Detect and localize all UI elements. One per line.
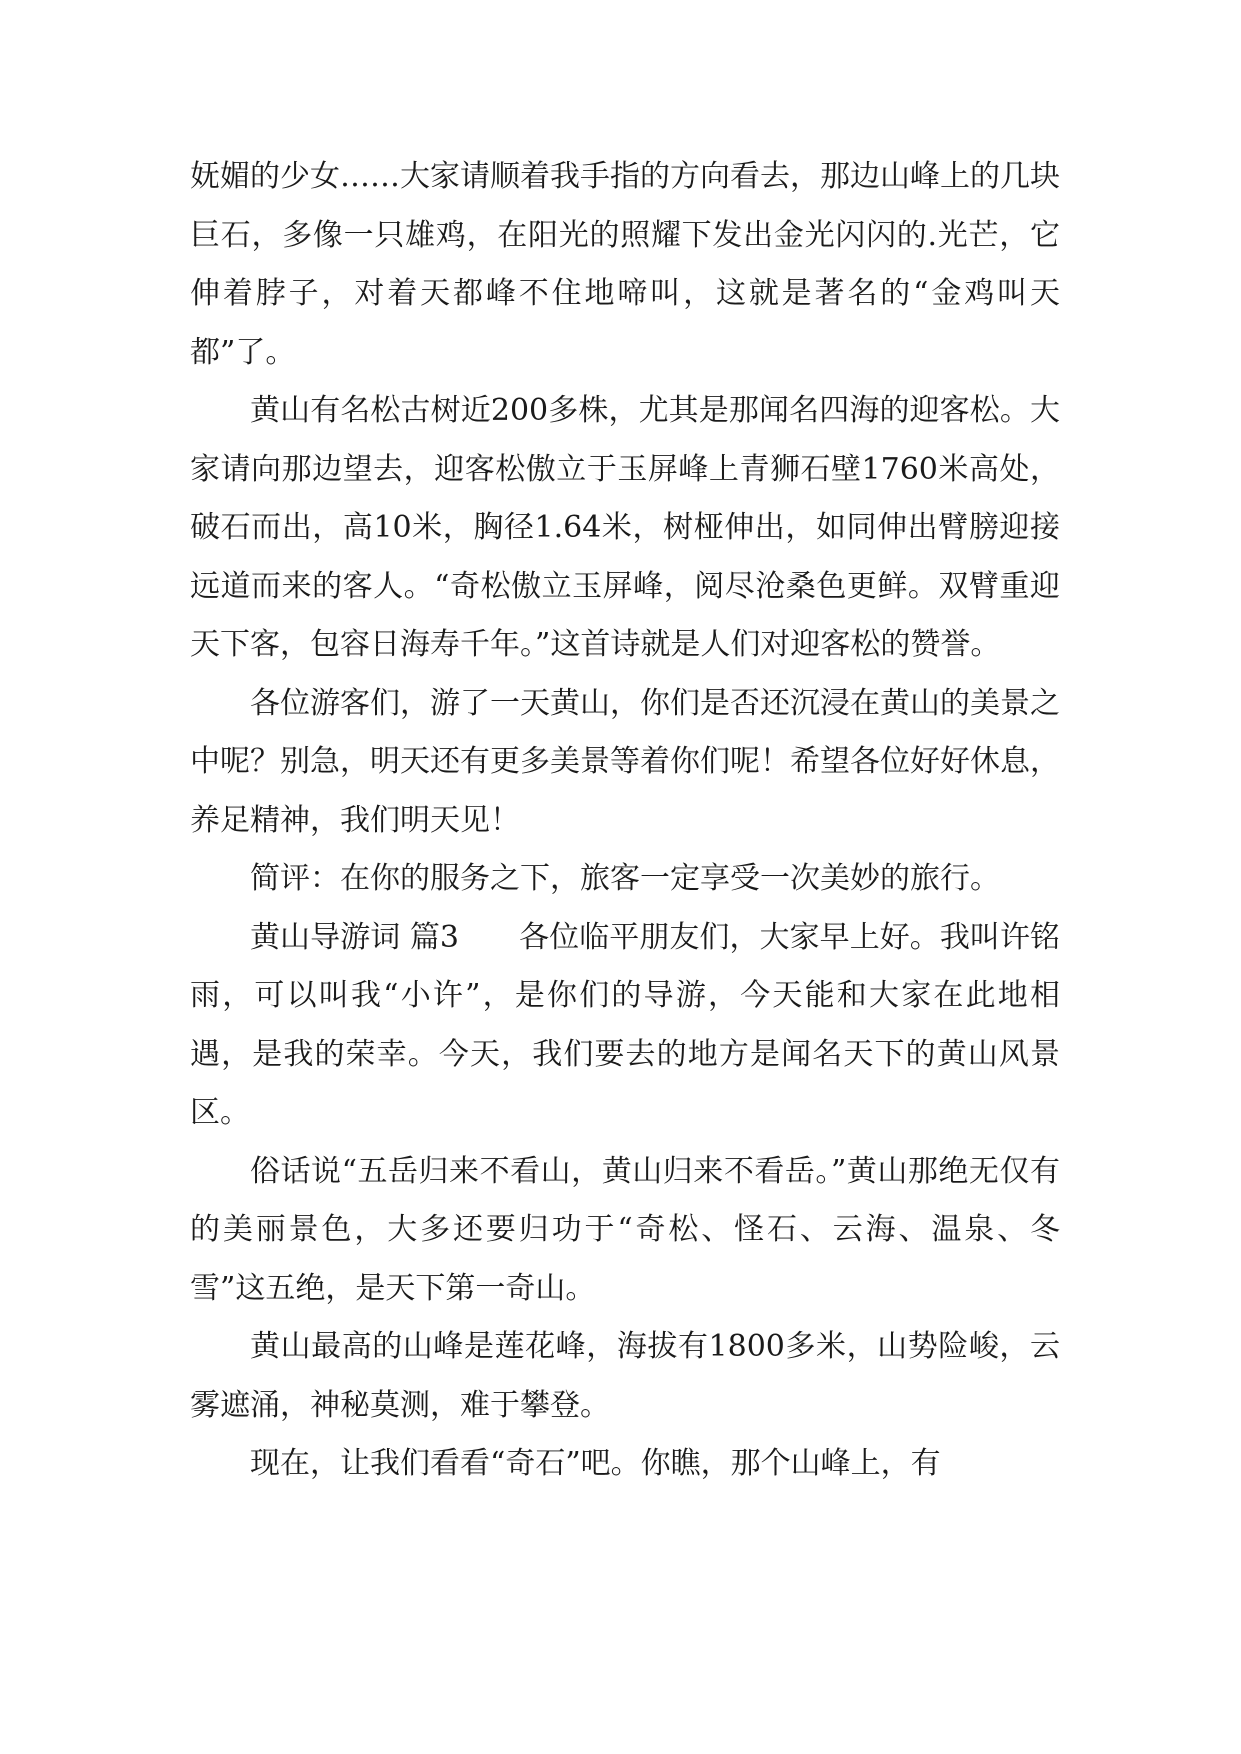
paragraph-review: 简评：在你的服务之下，旅客一定享受一次美妙的旅行。 <box>250 861 1000 896</box>
paragraph-guide-intro: 黄山导游词 篇3 各位临平朋友们，大家早上好。我叫许铭雨，可以叫我“小许”，是你们的导游，今天能和大家在此地相遇，是我的荣幸。今天，我们要去的地方是闻名天下的黄山风景区。 <box>190 919 1060 1130</box>
body-text <box>190 148 1060 1494</box>
paragraph-lotus-peak: 黄山最高的山峰是莲花峰，海拔有1800多米，山势险峻，云雾遮涌，神秘莫测，难于攀登。 <box>190 1329 1060 1423</box>
paragraph-farewell: 各位游客们，游了一天黄山，你们是否还沉浸在黄山的美景之中呢？别急，明天还有更多美景等着你们呢！希望各位好好休息，养足精神，我们明天见！ <box>190 685 1060 838</box>
paragraph-five-wonders: 俗话说“五岳归来不看山，黄山归来不看岳。”黄山那绝无仅有的美丽景色，大多还要归功于“奇松、怪石、云海、温泉、冬雪”这五绝，是天下第一奇山。 <box>190 1153 1060 1306</box>
paragraph-strange-rocks: 现在，让我们看看“奇石”吧。你瞧，那个山峰上，有 <box>250 1446 941 1481</box>
paragraph-welcome-pine: 黄山有名松古树近200多株，尤其是那闻名四海的迎客松。大家请向那边望去，迎客松傲立于玉屏峰上青狮石壁1760米高处，破石而出，高10米，胸径1.64米，树桠伸出，如同伸出臂膀迎接远道而来的客人。“奇松傲立玉屏峰，阅尽沧桑色更鲜。双臂重迎天下客，包容日海寿千年。”这首诗就是人们对迎客松的赞誉。 <box>190 393 1060 662</box>
paragraph-golden-rooster: 妩媚的少女……大家请顺着我手指的方向看去，那边山峰上的几块巨石，多像一只雄鸡，在阳光的照耀下发出金光闪闪的.光芒，它伸着脖子，对着天都峰不住地啼叫，这就是著名的“金鸡叫天都”了。 <box>190 159 1060 370</box>
